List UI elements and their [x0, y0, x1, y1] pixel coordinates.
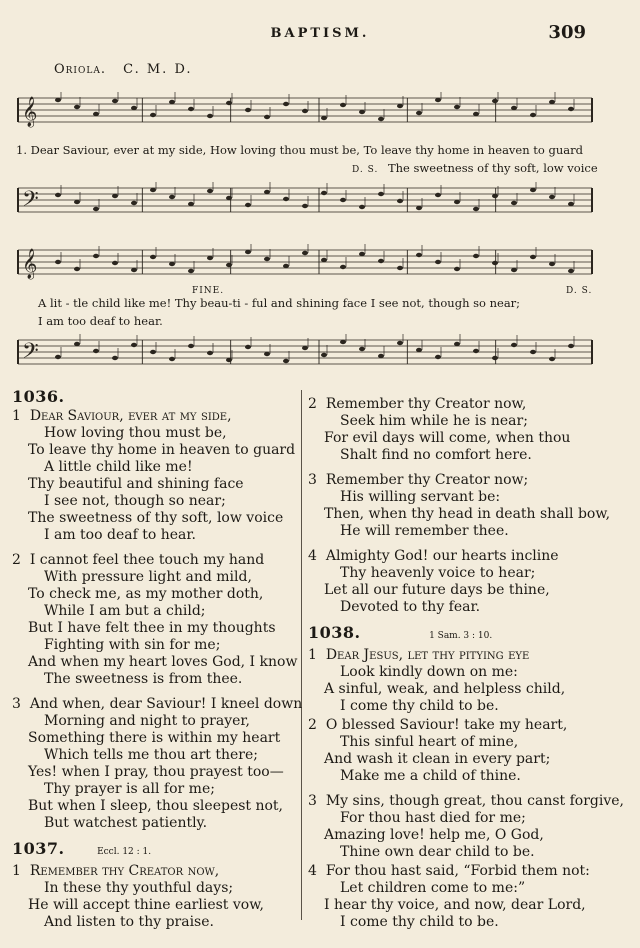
verse-line: Dear Saviour, ever at my side,: [29, 408, 232, 424]
hymn-number: 1036.: [12, 387, 65, 406]
tune-heading: [54, 62, 193, 77]
hymn-1036-verse-3: 3 And when, dear Saviour! I kneel down Morning and night to prayer, Something there is within my heart Which tells me thou art there; Yes! when I pray, thou prayest too— Thy prayer is all for me; But when I sleep, thou sleepest not, But watchest patiently.: [12, 696, 303, 831]
hymn-number: 1037.: [12, 839, 65, 858]
left-column: [12, 387, 303, 931]
svg-text:𝄢: 𝄢: [22, 187, 39, 217]
scripture-reference: Eccl. 12 : 1.: [97, 847, 152, 857]
svg-text:𝄢: 𝄢: [22, 339, 39, 369]
hymn-1036-verse-1: 1 Dear Saviour, ever at my side, How loving thou must be, To leave thy home in heaven to guard A little child like me! Thy beautiful and shining face I see not, though so near; The sweetness of thy soft, low voice I am too deaf to hear.: [12, 408, 296, 543]
hymn-1037-heading: [12, 840, 297, 861]
hymn-number: 1038.: [308, 623, 361, 642]
svg-text:𝄞: 𝄞: [22, 97, 38, 127]
fine-label: FINE.: [192, 286, 225, 296]
hymn-1037-verse-3: 3 Remember thy Creator now; His willing servant be: Then, when thy head in death shall bow, He will remember thee.: [308, 472, 611, 539]
hymn-1038-verse-4: 4 For thou hast said, “Forbid them not: Let children come to me:” I hear thy voice, and now, dear Lord, I come thy child to be.: [308, 863, 590, 930]
ds-lyric: [352, 161, 598, 175]
hymn-1037-verse-2: 2 Remember thy Creator now, Seek him while he is near; For evil days will come, when thou Shalt find no comfort here.: [308, 396, 571, 463]
scripture-reference: 1 Sam. 3 : 10.: [429, 631, 493, 641]
hymn-1037-verse-1: 1 Remember thy Creator now, In these thy youthful days; He will accept thine earliest vow, And listen to thy praise.: [12, 863, 264, 930]
hymn-1038-verse-3: 3 My sins, though great, thou canst forgive, For thou hast died for me; Amazing love! help me, O God, Thine own dear child to be.: [308, 793, 625, 860]
column-divider: [301, 390, 302, 920]
ds-label: D. S.: [352, 165, 379, 175]
tune-name: Oriola.: [54, 62, 106, 77]
right-column: [308, 396, 625, 931]
treble-staff-1: [14, 92, 594, 128]
hymn-1038-verse-2: 2 O blessed Saviour! take my heart, This sinful heart of mine, And wash it clean in every part; Make me a child of thine.: [308, 717, 568, 784]
page-number: 309: [548, 22, 586, 43]
bass-staff-2: [14, 334, 594, 370]
svg-text:𝄞: 𝄞: [22, 249, 38, 279]
page-header-title: BAPTISM.: [270, 26, 370, 41]
music-lyric-line-1: 1. Dear Saviour, ever at my side, How loving thou must be, To leave thy home in heaven to guard: [16, 143, 583, 157]
ds-text: The sweetness of thy soft, low voice: [387, 161, 598, 175]
tune-meter: C. M. D.: [123, 62, 193, 77]
ds-label-2: D. S.: [566, 286, 593, 296]
hymn-1037-verse-4: 4 Almighty God! our hearts incline Thy heavenly voice to hear; Let all our future days be thine, Devoted to thy fear.: [308, 548, 559, 615]
hymn-1038-heading: [308, 624, 608, 645]
hymn-1036-verse-2: 2 I cannot feel thee touch my hand With pressure light and mild, To check me, as my mother doth, While I am but a child; But I have felt thee in my thoughts Fighting with sin for me; And when my heart loves God, I know The sweetness is from thee.: [12, 552, 298, 687]
treble-staff-2: [14, 244, 594, 280]
music-lyric-line-3: I am too deaf to hear.: [38, 314, 163, 328]
music-lyric-line-2: A lit - tle child like me! Thy beau-ti - ful and shining face I see not, though so near;: [38, 296, 521, 310]
hymn-1038-verse-1: 1 Dear Jesus, let thy pitying eye Look kindly down on me: A sinful, weak, and helpless child, I come thy child to be.: [308, 647, 566, 714]
bass-staff-1: [14, 182, 594, 218]
